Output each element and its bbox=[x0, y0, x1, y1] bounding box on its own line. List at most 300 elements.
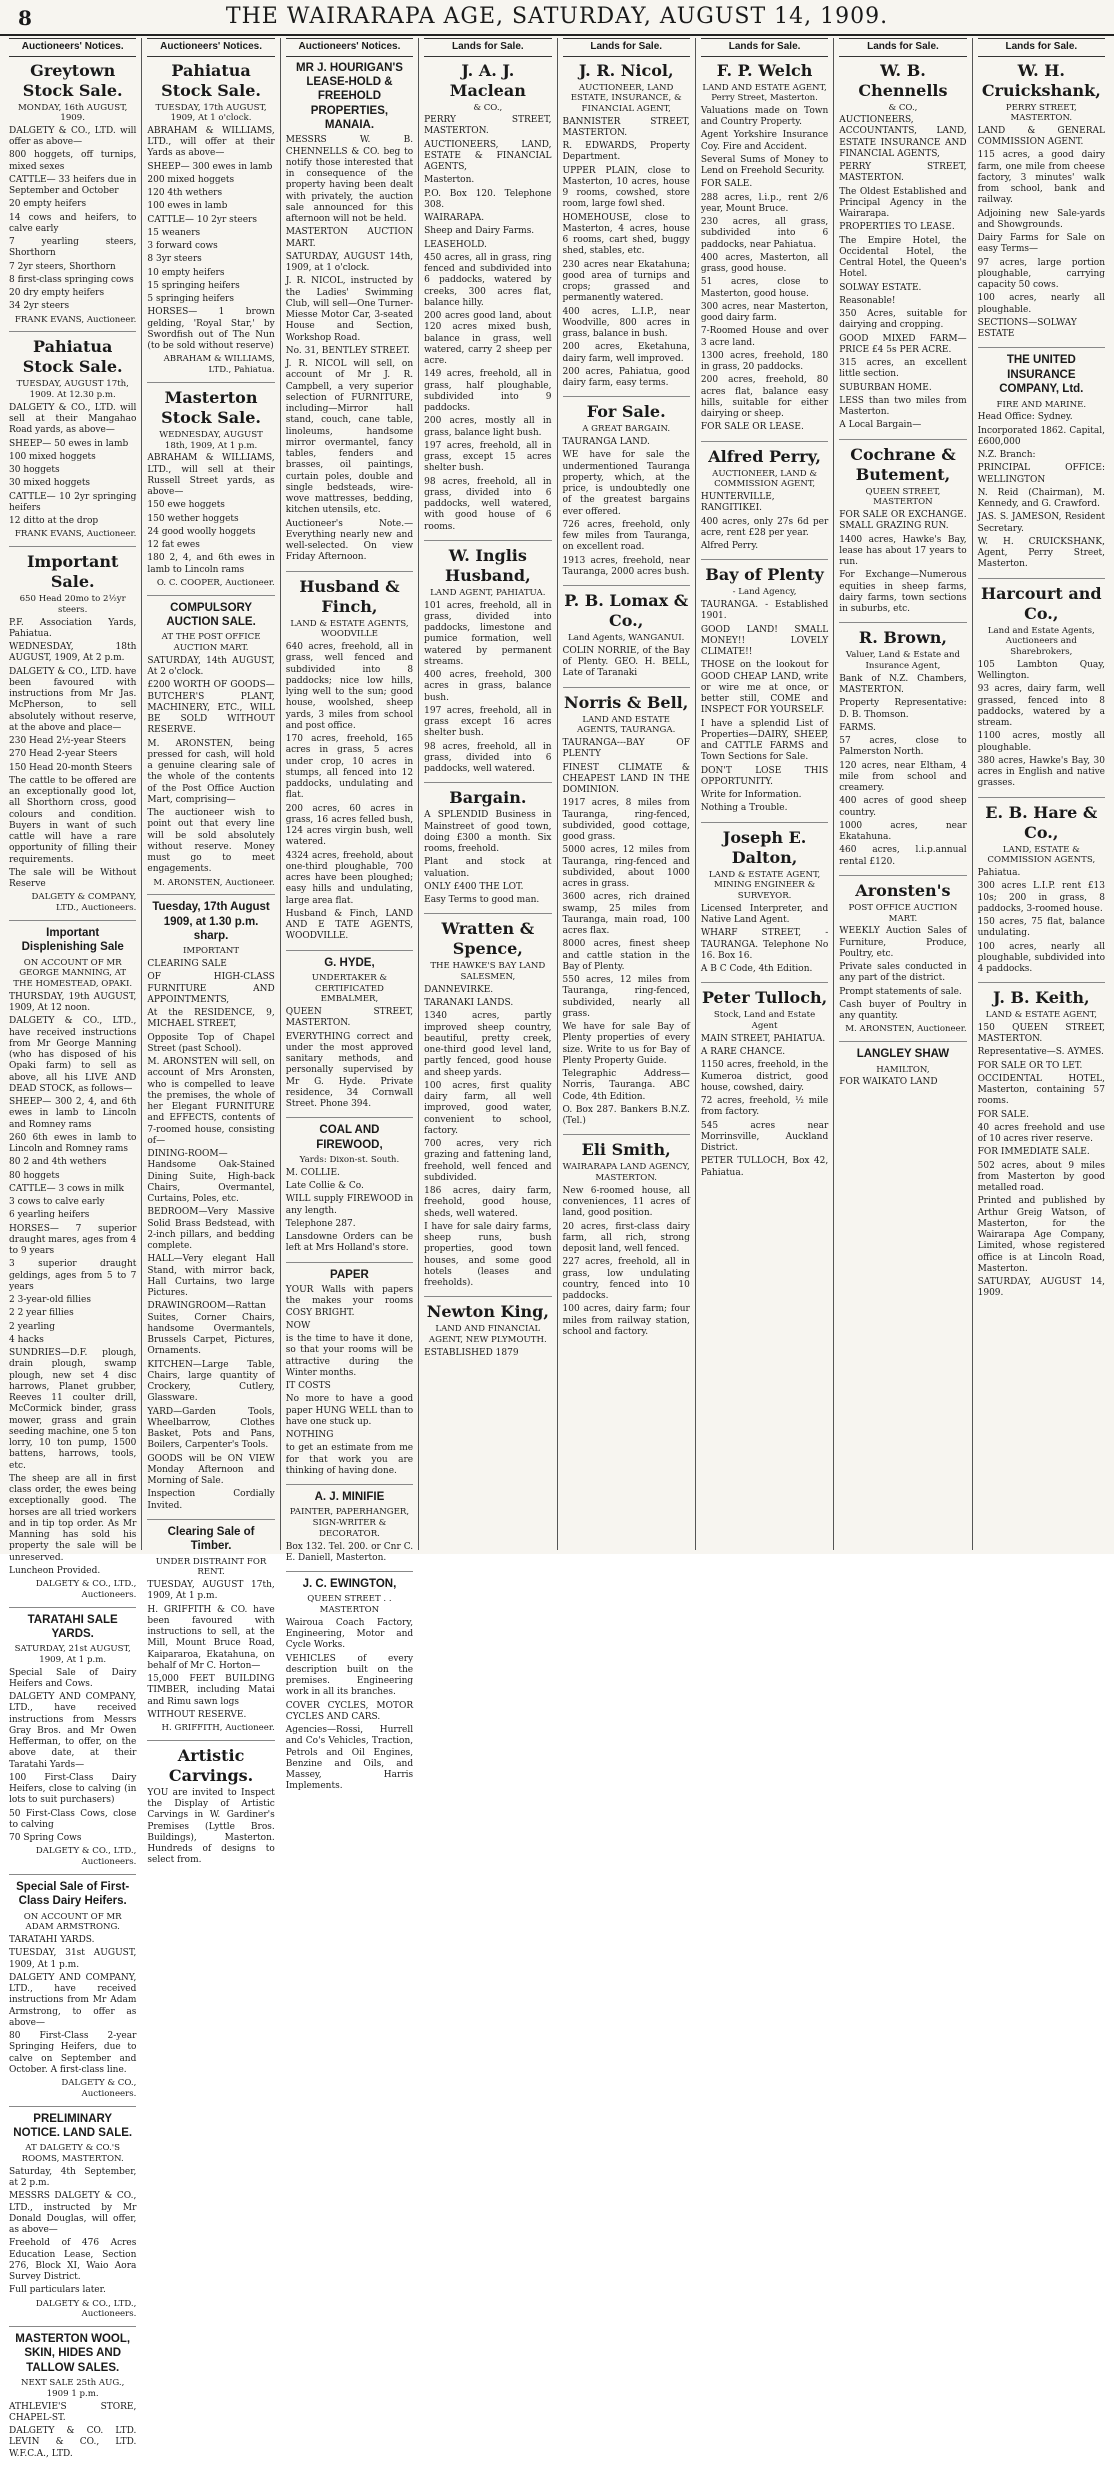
ad-text: 20 acres, first-class dairy farm, all rich, strong deposit land, well fenced. bbox=[562, 1221, 690, 1255]
advertisement bbox=[9, 926, 136, 1608]
ad-title: MR J. HOURIGAN'S LEASE-HOLD & FREEHOLD PROPERTIES, MANAIA. bbox=[295, 61, 403, 131]
ad-text: 24 good woolly hoggets bbox=[147, 526, 256, 537]
ad-text: HORSES— 7 superior draught mares, ages from 4 to 9 years bbox=[9, 1223, 137, 1257]
column-7 bbox=[834, 38, 972, 1550]
ad-signature: DALGETY & CO., LTD., Auctioneers. bbox=[35, 2298, 137, 2320]
ad-text: M. ARONSTEN, being pressed for cash, will hold a genuine clearing sale of the whole of the contents of the Post Office Auction Mart, comprising— bbox=[147, 738, 275, 805]
ad-text: 50 First-Class Cows, close to calving bbox=[9, 1808, 137, 1830]
ad-subtitle: AT DALGETY & CO.'S ROOMS, MASTERTON. bbox=[21, 2143, 124, 2165]
ad-text: 400 acres, Masterton, all grass, good house. bbox=[700, 252, 829, 275]
ad-subtitle: A GREAT BARGAIN. bbox=[582, 424, 671, 435]
ad-text: GOODS will be ON VIEW Monday Afternoon and Morning of Sale. bbox=[147, 1453, 275, 1487]
advertisement bbox=[286, 1490, 413, 1572]
ad-text: 700 acres, very rich grazing and fattening land, freehold, well fenced and subdivided. bbox=[424, 1139, 552, 1183]
ad-text: 460 acres, l.i.p.annual rental £120. bbox=[839, 845, 967, 867]
ad-text: 300 acres L.I.P. rent £13 10s; 200 in grass, 8 paddocks, 3-roomed house. bbox=[977, 881, 1105, 914]
ad-text: SATURDAY, AUGUST 14, 1909. bbox=[977, 1277, 1105, 1299]
ad-text: 10 empty heifers bbox=[147, 267, 225, 278]
advertisement bbox=[9, 552, 136, 921]
ad-text: 100 ewes in lamb bbox=[147, 201, 228, 212]
ad-text: 1100 acres, mostly all ploughable. bbox=[977, 731, 1105, 753]
ad-text: DANNEVIRKE. bbox=[424, 984, 494, 995]
ad-text: MASTERTON AUCTION MART. bbox=[285, 227, 414, 249]
ad-text: 100 First-Class Dairy Heifers, close to calving (in lots to suit purchasers) bbox=[9, 1772, 137, 1806]
ad-text: 20 empty heifers bbox=[9, 199, 87, 210]
ad-subtitle: THE HAWKE'S BAY LAND SALESMEN, bbox=[430, 961, 546, 983]
ad-subtitle: LAND AGENT, PAHIATUA. bbox=[430, 587, 546, 598]
columns-container bbox=[4, 38, 1110, 2459]
ad-text: NOW bbox=[285, 1320, 311, 1331]
ad-subtitle: LAND AND FINANCIAL AGENT, NEW PLYMOUTH. bbox=[428, 1324, 547, 1346]
ad-text: Sheep and Dairy Farms. bbox=[424, 226, 535, 237]
ad-text: Husband & Finch, LAND AND E TATE AGENTS, WOODVILLE. bbox=[285, 908, 414, 942]
ad-text: Pahiatua. bbox=[977, 868, 1021, 878]
ad-text: LESS than two miles from Masterton. bbox=[839, 395, 967, 418]
ad-text: 640 acres, freehold, all in grass, well fenced and subdivided into 8 paddocks; nice low hills, lying well to the sun; good house, woolshed, sheep yards, 3 miles from school and post office. bbox=[285, 642, 414, 731]
column-header: Auctioneers' Notices. bbox=[286, 38, 413, 57]
ad-subtitle: Valuer, Land & Estate and Insurance Agent, bbox=[845, 650, 961, 672]
ad-subtitle: QUEEN STREET, MASTERTON bbox=[865, 486, 941, 508]
advertisement bbox=[839, 628, 966, 875]
ad-text: TAURANGA---BAY OF PLENTY bbox=[562, 738, 690, 760]
ad-text: At the RESIDENCE, 9, MICHAEL STREET, bbox=[147, 1008, 275, 1030]
ad-text: BANNISTER STREET, MASTERTON. bbox=[562, 116, 690, 138]
ad-title: E. B. Hare & Co., bbox=[985, 802, 1098, 842]
advertisement bbox=[286, 1577, 413, 1800]
ad-text: The sheep are all in first class order, the ewes being exceptionally good. The horses are all tried workers and in tip top order. As Mr Manning has sold his property the sale will be unreserved. bbox=[9, 1473, 137, 1563]
ad-text: 3 cows to calve early bbox=[9, 1197, 105, 1208]
ad-text: BEDROOM—Very Massive Solid Brass Bedstead, with 2-inch pillars, and bedding complete. bbox=[147, 1207, 275, 1252]
ad-text: Full particulars later. bbox=[9, 2285, 106, 2296]
ad-text: We have for sale Bay of Plenty properties of every size. Write to us for Bay of Plenty Property Guide. bbox=[562, 1022, 690, 1066]
advertisement bbox=[9, 337, 136, 547]
ad-text: The cattle to be offered are an exceptionally good lot, all Shorthorn cross, good colours and condition. Buyers in want of such cattle will have a rare opportunity of filling their requirements. bbox=[9, 775, 137, 865]
ad-text: 105 Lambton Quay, Wellington. bbox=[977, 659, 1105, 682]
ad-text: FOR SALE OR EXCHANGE. SMALL GRAZING RUN. bbox=[839, 510, 967, 532]
ad-text: TAURANGA. - Established 1901. bbox=[700, 600, 829, 622]
advertisement bbox=[701, 61, 828, 442]
ad-text: COLIN NORRIE, of the Bay of Plenty. GEO. H. BELL, Late of Taranaki bbox=[562, 645, 690, 679]
ad-text: 30 mixed hoggets bbox=[9, 478, 91, 489]
ad-subtitle: QUEEN STREET . . MASTERTON bbox=[307, 1594, 392, 1616]
ad-title: LANGLEY SHAW bbox=[856, 1048, 950, 1061]
ad-text: ONLY £400 THE LOT. bbox=[424, 881, 524, 892]
ad-title: A. J. MINIFIE bbox=[314, 1491, 385, 1504]
ad-title: Husband & Finch, bbox=[299, 576, 400, 616]
ad-text: 1917 acres, 8 miles from Tauranga, ring-fenced, subdivided, good cottage, good grass. bbox=[562, 798, 690, 843]
ad-text: TARATAHI YARDS. bbox=[9, 1935, 95, 1946]
advertisement bbox=[563, 693, 690, 1136]
ad-text: MESSRS W. B. CHENNELLS & CO. beg to notify those interested that in consequence of the property having been dealt with privately, the auction sale announced for this afternoon will not be held. bbox=[285, 135, 414, 225]
ad-title: Special Sale of First-Class Dairy Heifers. bbox=[16, 1880, 130, 1908]
ad-text: 14 cows and heifers, to calve early bbox=[9, 212, 137, 234]
ad-title: J. R. Nicol, bbox=[578, 60, 674, 80]
ad-title: Aronsten's bbox=[855, 880, 951, 900]
ad-subtitle: & CO., bbox=[473, 102, 503, 113]
ad-text: 1000 acres, near Ekatahuna. bbox=[839, 820, 967, 843]
ad-text: Several Sums of Money to Lend on Freehold Security. bbox=[700, 154, 829, 177]
ad-text: 545 acres near Morrinsville, Auckland District. bbox=[700, 1120, 829, 1154]
ad-text: New 6-roomed house, all conveniences, 11 acres of land, good position. bbox=[562, 1185, 690, 1219]
advertisement bbox=[9, 2112, 136, 2327]
column-header: Lands for Sale. bbox=[978, 38, 1105, 57]
ad-text: DRAWINGROOM—Rattan Suites, Corner Chairs, handsome Overmantels, Brussels Carpet, Pictures, Ornaments. bbox=[147, 1301, 275, 1357]
ad-text: 380 acres, Hawke's Bay, 30 acres in English and native grasses. bbox=[977, 755, 1105, 789]
ad-title: Pahiatua Stock Sale. bbox=[161, 60, 261, 100]
advertisement bbox=[563, 591, 690, 687]
ad-text: 170 acres, freehold, 165 acres in grass, 5 acres under crop, 10 acres in stumps, all fenced into 12 paddocks, undulating and flat. bbox=[285, 734, 414, 801]
ad-text: H. GRIFFITH & CO. have been favoured with instructions to sell, at the Mill, Mount Bruce Road, Kaipararoa, Ekatahuna, on behalf of Mr C. Horton— bbox=[147, 1604, 275, 1671]
ad-text: ABRAHAM & WILLIAMS, LTD., will sell at their Russell Street yards, as above— bbox=[147, 453, 275, 498]
ad-subtitle: WAIRARAPA LAND AGENCY, MASTERTON. bbox=[562, 1162, 690, 1184]
ad-title: Masterton Stock Sale. bbox=[161, 387, 261, 427]
advertisement bbox=[563, 1140, 690, 1345]
advertisement bbox=[424, 546, 551, 783]
ad-title: W. Inglis Husband, bbox=[444, 545, 531, 585]
ad-text: P.F. Association Yards, Pahiatua. bbox=[9, 617, 137, 639]
ad-subtitle: IMPORTANT bbox=[183, 946, 240, 957]
advertisement bbox=[978, 584, 1105, 798]
ad-subtitle: LAND & ESTATE AGENT, MINING ENGINEER & SURVEYOR. bbox=[708, 869, 821, 902]
column-6 bbox=[696, 38, 834, 1550]
ad-text: 300 acres, near Masterton, good dairy farm. bbox=[700, 301, 829, 324]
ad-text: DALGETY & CO., LTD. will sell at their Mangahao Road yards, as above— bbox=[9, 402, 137, 436]
advertisement bbox=[147, 388, 274, 596]
ad-title: PRELIMINARY NOTICE. LAND SALE. bbox=[13, 2112, 133, 2140]
ad-subtitle: ON ACCOUNT OF MR GEORGE MANNING, AT THE HOMESTEAD, OPAKI. bbox=[13, 957, 133, 990]
ad-text: 550 acres, 12 miles from Tauranga, ring-fenced, subdivided, nearly all grass. bbox=[562, 975, 690, 1019]
ad-text: Special Sale of Dairy Heifers and Cows. bbox=[9, 1667, 137, 1689]
ad-text: NOTHING bbox=[285, 1430, 334, 1441]
ad-text: 800 hoggets, off turnips, mixed sexes bbox=[9, 150, 137, 172]
ad-signature: DALGETY & CO., LTD., Auctioneers. bbox=[35, 1579, 137, 1600]
ad-text: FOR WAIKATO LAND bbox=[839, 1077, 938, 1088]
ad-text: 186 acres, dairy farm, freehold, good house, sheds, well watered. bbox=[424, 1186, 552, 1219]
column-5 bbox=[558, 38, 696, 1550]
ad-text: 150 wether hoggets bbox=[147, 513, 239, 524]
advertisement bbox=[563, 402, 690, 586]
ad-text: 15,000 FEET BUILDING TIMBER, including Matai and Rimu sawn logs bbox=[147, 1674, 275, 1707]
ad-subtitle: SATURDAY, 21st AUGUST, 1909, At 1 p.m. bbox=[14, 1644, 131, 1665]
ad-text: HALL—Very elegant Hall Stand, with mirror back, Hall Curtains, two large Pictures. bbox=[147, 1254, 275, 1299]
ad-text: 200 acres, 60 acres in grass, 16 acres felled bush, 124 acres virgin bush, well watered. bbox=[285, 803, 414, 848]
ad-text: Reasonable! bbox=[839, 295, 896, 306]
ad-subtitle: PAINTER, PAPERHANGER, SIGN-WRITER & DECORATOR. bbox=[289, 1507, 410, 1539]
advertisement bbox=[286, 1123, 413, 1262]
ad-text: WEEKLY Auction Sales of Furniture, Produce, Poultry, etc. bbox=[839, 926, 967, 959]
ad-text: LEASEHOLD. bbox=[424, 239, 487, 250]
ad-signature: O. C. COOPER, Auctioneer. bbox=[156, 577, 275, 588]
ad-text: 260 6th ewes in lamb to Lincoln and Romney rams bbox=[9, 1132, 137, 1155]
ad-text: ATHLEVIE'S STORE, CHAPEL-ST. bbox=[9, 2401, 137, 2423]
ad-title: Tuesday, 17th August 1909, at 1.30 p.m. sharp. bbox=[152, 901, 270, 943]
ad-signature: M. ARONSTEN, Auctioneer. bbox=[845, 1024, 967, 1035]
ad-title: For Sale. bbox=[586, 402, 666, 422]
ad-text: GOOD LAND! SMALL MONEY!! LOVELY CLIMATE!! bbox=[700, 624, 829, 658]
ad-signature: DALGETY & CO., LTD., Auctioneers. bbox=[35, 1846, 137, 1868]
ad-title: F. P. Welch bbox=[716, 60, 813, 80]
ad-text: 726 acres, freehold, only few miles from Tauranga, on excellent road. bbox=[562, 519, 690, 553]
ad-title: G. HYDE, bbox=[324, 956, 375, 969]
ad-text: 502 acres, about 9 miles from Masterton by good metalled road. bbox=[977, 1160, 1105, 1194]
ad-text: DALGETY & CO. LTD. LEVIN & CO., LTD. W.F.C.A., LTD. bbox=[9, 2426, 137, 2459]
ad-text: Agent Yorkshire Insurance Coy. Fire and Accident. bbox=[700, 130, 829, 152]
ad-text: 230 Head 2½-year Steers bbox=[9, 736, 126, 747]
ad-title: Artistic Carvings. bbox=[168, 1745, 254, 1785]
masthead bbox=[0, 0, 1114, 36]
ad-text: Masterton. bbox=[424, 175, 475, 186]
ad-text: UPPER PLAIN, close to Masterton, 10 acres, house 9 rooms, cowshed, store room, large fowl shed. bbox=[562, 165, 690, 210]
ad-text: 100 acres, nearly all ploughable, subdivided into 4 paddocks. bbox=[977, 941, 1105, 974]
ad-text: 8000 acres, finest sheep and cattle station in the Bay of Plenty. bbox=[562, 939, 690, 972]
ad-text: 1400 acres, Hawke's Bay, lease has about 17 years to run. bbox=[839, 534, 967, 568]
ad-signature: FRANK EVANS, Auctioneer. bbox=[14, 314, 137, 325]
ad-subtitle: AUCTIONEER, LAND ESTATE, INSURANCE, & FINANCIAL AGENT, bbox=[570, 82, 682, 114]
ad-text: 149 acres, freehold, all in grass, half ploughable, subdivided into 9 paddocks. bbox=[424, 369, 552, 414]
ad-text: 7-Roomed House and over 3 acre land. bbox=[700, 326, 829, 348]
ad-text: 40 acres freehold and use of 10 acres river reserve. bbox=[977, 1122, 1105, 1145]
column-header: Lands for Sale. bbox=[839, 38, 966, 57]
ad-text: DALGETY AND COMPANY, LTD., have received instructions from Messrs Gray Bros. and Mr Owen Hefferman, to offer, on the above date, at their Taratahi Yards— bbox=[9, 1692, 137, 1770]
ad-text: SUBURBAN HOME. bbox=[839, 382, 932, 393]
ad-text: LAND & GENERAL COMMISSION AGENT. bbox=[977, 125, 1105, 148]
ad-text: is the time to have it done, so that your rooms will be attractive during the Winter months. bbox=[285, 1334, 414, 1378]
ad-text: CATTLE— 33 heifers due in September and October bbox=[9, 174, 137, 197]
ad-text: 1913 acres, freehold, near Tauranga, 2000 acres bush. bbox=[562, 555, 690, 577]
column-4 bbox=[419, 38, 557, 1550]
ad-text: GOOD MIXED FARM—PRICE £4 5s PER ACRE. bbox=[839, 333, 967, 355]
advertisement bbox=[147, 1746, 274, 1874]
ad-text: to get an estimate from me for that work you are thinking of having done. bbox=[285, 1443, 414, 1476]
ad-text: £200 WORTH OF GOODS—BUTCHER'S PLANT, MACHINERY, ETC., WILL BE SOLD WITHOUT RESERVE. bbox=[147, 680, 275, 736]
ad-text: N.Z. Branch: bbox=[977, 450, 1036, 461]
ad-text: WITHOUT RESERVE. bbox=[147, 1709, 247, 1720]
ad-text: 97 acres, large portion ploughable, carrying capacity 50 cows. bbox=[977, 257, 1105, 291]
ad-title: Newton King, bbox=[426, 1302, 549, 1322]
ad-text: QUEEN STREET, MASTERTON. bbox=[285, 1007, 414, 1029]
ad-title: Bargain. bbox=[449, 788, 527, 808]
ad-subtitle: MONDAY, 16th AUGUST, 1909. bbox=[17, 102, 128, 124]
advertisement bbox=[978, 61, 1105, 349]
ad-title: W. H. Cruickshank, bbox=[981, 60, 1101, 100]
ad-text: 200 acres, mostly all in grass, balance light bush. bbox=[424, 416, 552, 438]
advertisement bbox=[286, 956, 413, 1119]
ad-text: COVER CYCLES, MOTOR CYCLES AND CARS. bbox=[285, 1700, 414, 1722]
ad-text: 5 springing heifers bbox=[147, 294, 234, 305]
ad-text: 98 acres, freehold, all in grass, divided into 6 paddocks, well watered, with good house of 6 rooms. bbox=[424, 476, 552, 532]
ad-text: M. COLLIE. bbox=[285, 1167, 340, 1178]
ad-title: MASTERTON WOOL, SKIN, HIDES AND TALLOW SALES. bbox=[15, 2333, 131, 2374]
ad-subtitle: LAND & ESTATE AGENT, bbox=[985, 1010, 1098, 1021]
page-number: 8 bbox=[18, 6, 32, 30]
ad-title: J. A. J. Maclean bbox=[449, 60, 526, 100]
column-header: Lands for Sale. bbox=[563, 38, 690, 57]
ad-signature: H. GRIFFITH, Auctioneer. bbox=[161, 1723, 275, 1734]
ad-text: FOR SALE OR TO LET. bbox=[977, 1060, 1083, 1071]
column-1 bbox=[4, 38, 142, 2459]
ad-subtitle: LAND & ESTATE AGENTS, WOODVILLE bbox=[290, 618, 409, 640]
ad-title: Pahiatua Stock Sale. bbox=[22, 337, 123, 377]
advertisement bbox=[424, 919, 551, 1297]
ad-text: TARANAKI LANDS. bbox=[424, 998, 514, 1009]
ad-text: PERRY STREET, MASTERTON. bbox=[839, 162, 967, 184]
ad-text: 227 acres, freehold, all in grass, low undulating country, fenced into 10 paddocks. bbox=[562, 1257, 690, 1302]
ad-text: 2 3-year-old fillies bbox=[9, 1295, 91, 1306]
ad-text: CATTLE— 10 2yr steers bbox=[147, 214, 257, 225]
ad-text: 120 acres, near Eltham, 4 mile from school and creamery. bbox=[839, 760, 967, 794]
advertisement bbox=[424, 61, 551, 541]
ad-text: OCCIDENTAL HOTEL, Masterton, containing 57 rooms. bbox=[977, 1073, 1105, 1107]
ad-text: W. H. CRUICKSHANK, Agent, Perry Street, Masterton. bbox=[977, 536, 1105, 570]
ad-title: COMPULSORY AUCTION SALE. bbox=[166, 601, 256, 629]
ad-text: 230 acres near Ekatahuna; good area of turnips and crops; grassed and permanently watered. bbox=[562, 259, 690, 304]
ad-subtitle: PERRY STREET, MASTERTON. bbox=[1005, 102, 1077, 124]
ad-title: Joseph E. Dalton, bbox=[722, 827, 807, 867]
ad-subtitle: AT THE POST OFFICE AUCTION MART. bbox=[161, 632, 261, 654]
ad-text: HOMEHOUSE, close to Masterton, 4 acres, house 6 rooms, cart shed, buggy shed, stables, etc. bbox=[562, 212, 690, 257]
ad-title: Eli Smith, bbox=[581, 1140, 671, 1160]
advertisement bbox=[286, 61, 413, 572]
ad-text: VEHICLES of every description built on the premises. Engineering work in all its branches. bbox=[285, 1653, 414, 1698]
ad-text: No more to have a good paper HUNG WELL than to have one stuck up. bbox=[285, 1394, 414, 1427]
advertisement bbox=[839, 1047, 966, 1095]
ad-title: THE UNITED INSURANCE COMPANY, Ltd. bbox=[999, 354, 1084, 396]
ad-text: 200 acres good land, about 120 acres mixed bush, balance in grass, well watered, carry 2 sheep per acre. bbox=[424, 311, 552, 367]
ad-text: PROPERTIES TO LEASE. bbox=[839, 222, 955, 233]
ad-text: FOR SALE. bbox=[700, 179, 753, 190]
ad-text: 100 acres, nearly all ploughable. bbox=[977, 293, 1105, 315]
ad-text: R. EDWARDS, Property Department. bbox=[562, 141, 690, 163]
ad-text: 100 acres, dairy farm; four miles from railway station, school and factory. bbox=[562, 1304, 690, 1337]
advertisement bbox=[701, 447, 828, 561]
advertisement bbox=[701, 565, 828, 822]
ad-text: TUESDAY, AUGUST 17th, 1909, At 1 p.m. bbox=[147, 1580, 275, 1602]
ad-text: 4324 acres, freehold, about one-third ploughable, 700 acres have been ploughed; easy hills and undulating, large area flat. bbox=[285, 850, 414, 906]
ad-subtitle: - Land Agency, bbox=[732, 587, 797, 598]
ad-text: 98 acres, freehold, all in grass, divided into 6 paddocks, well watered. bbox=[424, 741, 552, 775]
advertisement bbox=[701, 828, 828, 984]
ad-text: 230 acres, all grass, subdivided into 6 paddocks, near Pahiatua. bbox=[700, 217, 829, 250]
ad-text: AUCTIONEERS, ACCOUNTANTS, LAND, ESTATE INSURANCE AND FINANCIAL AGENTS, bbox=[839, 115, 967, 159]
ad-text: 93 acres, dairy farm, well grassed, fenced into 8 paddocks, watered by a stream. bbox=[977, 684, 1105, 729]
ad-text: N. Reid (Chairman), M. Kennedy, and G. Crawford. bbox=[977, 487, 1105, 510]
advertisement bbox=[9, 1880, 136, 2107]
ad-text: 270 Head 2-year Steers bbox=[9, 749, 118, 760]
ad-text: 115 acres, a good dairy farm, one mile from cheese factory, 3 minutes' walk from school, bank and railway. bbox=[977, 150, 1105, 206]
ad-text: IT COSTS bbox=[285, 1381, 331, 1392]
ad-subtitle: LAND AND ESTATE AGENT, Perry Street, Masterton. bbox=[702, 82, 827, 104]
ad-text: 30 hoggets bbox=[9, 465, 60, 476]
ad-text: A Local Bargain— bbox=[839, 420, 922, 431]
ad-signature: ABRAHAM & WILLIAMS, LTD., Pahiatua. bbox=[163, 354, 275, 376]
ad-text: 80 hoggets bbox=[9, 1170, 60, 1181]
ad-text: A RARE CHANCE. bbox=[700, 1047, 786, 1058]
ad-text: 12 ditto at the drop bbox=[9, 516, 99, 527]
ad-text: 20 dry empty heifers bbox=[9, 288, 105, 299]
ad-text: Licensed Interpreter, and Native Land Agent. bbox=[700, 903, 829, 926]
advertisement bbox=[147, 1525, 274, 1741]
ad-text: DALGETY & CO., LTD. will offer as above— bbox=[9, 125, 137, 148]
ad-text: CATTLE— 3 cows in milk bbox=[9, 1183, 124, 1194]
ad-text: Luncheon Provided. bbox=[9, 1565, 101, 1576]
ad-subtitle: HAMILTON, bbox=[876, 1064, 930, 1075]
advertisement bbox=[839, 445, 966, 624]
ad-title: Important Sale. bbox=[26, 552, 119, 592]
ad-text: Auctioneer's Note.—Everything nearly new and well-selected. On view Friday Afternoon. bbox=[285, 518, 414, 563]
ad-text: I have for sale dairy farms, sheep runs, bush properties, good town houses, and some good hotels (leases and freeholds). bbox=[424, 1221, 552, 1289]
ad-text: 400 acres, L.I.P., near Woodville, 800 acres in grass, balance in bush. bbox=[562, 306, 690, 340]
ad-text: SECTIONS—SOLWAY ESTATE bbox=[977, 317, 1077, 340]
ad-text: 450 acres, all in grass, ring fenced and subdivided into 6 paddocks, watered by creeks, 300 acres flat, balance hilly. bbox=[424, 252, 552, 308]
ad-text: Valuations made on Town and Country Property. bbox=[700, 105, 829, 128]
ad-text: Lansdowne Orders can be left at Mrs Holland's store. bbox=[285, 1232, 414, 1254]
ad-text: WILL supply FIREWOOD in any length. bbox=[285, 1194, 414, 1216]
ad-text: Box 132. Tel. 200. or Cnr C. E. Daniell, Masterton. bbox=[285, 1541, 414, 1563]
ad-text: YARD—Garden Tools, Wheelbarrow, Clothes Basket, Pots and Pans, Boilers, Carpenter's Tools. bbox=[147, 1406, 275, 1451]
ad-text: Opposite Top of Chapel Street (past School). bbox=[147, 1032, 275, 1054]
advertisement bbox=[147, 900, 274, 1520]
ad-text: HUNTERVILLE, RANGITIKEI. bbox=[700, 492, 775, 514]
ad-text: Easy Terms to good man. bbox=[424, 895, 540, 906]
ad-subtitle: WEDNESDAY, AUGUST 18th, 1909, At 1 p.m. bbox=[159, 429, 263, 451]
ad-text: Freehold of 476 Acres Education Lease, Section 276, Block XI, Waio Aora Survey District. bbox=[9, 2238, 137, 2283]
ad-text: SUNDRIES—D.F. plough, drain plough, swamp plough, new set 4 disc harrows, Planet grubber, Reeves 11 coulter drill, McCormick binder, grass mower, grass and grain seeding machine, one 5 ton lorry, 10 ton pump, 1500 battens, harrows, tools, etc. bbox=[9, 1348, 137, 1471]
ad-signature: M. ARONSTEN, Auctioneer. bbox=[153, 877, 275, 888]
ad-text: Wairoua Coach Factory, Engineering, Motor and Cycle Works. bbox=[285, 1617, 414, 1651]
column-2 bbox=[142, 38, 280, 1866]
ad-text: DALGETY & CO., LTD., have received instructions from Mr George Manning (who has disposed of his Opaki farm) to sell as above, all his LIVE AND DEAD STOCK, as follows— bbox=[9, 1016, 137, 1094]
ad-title: COAL AND FIREWOOD, bbox=[316, 1124, 383, 1151]
ad-subtitle: & CO., bbox=[888, 102, 918, 113]
ad-text: Late Collie & Co. bbox=[285, 1181, 364, 1192]
ad-text: ESTABLISHED 1879 bbox=[424, 1347, 519, 1358]
advertisement bbox=[147, 61, 274, 383]
ad-text: 1340 acres, partly improved sheep country, beautiful, pretty creek, one-third good level land, partly fenced, good house and sheep yards. bbox=[424, 1011, 552, 1078]
ad-title: W. B. Chennells bbox=[858, 60, 948, 100]
ad-text: Property Representative: D. B. Thomson. bbox=[839, 698, 967, 720]
ad-subtitle: TUESDAY, AUGUST 17th, 1909. At 12.30 p.m. bbox=[16, 379, 129, 401]
ad-title: PAPER bbox=[330, 1268, 369, 1281]
ad-text: Alfred Perry. bbox=[700, 541, 759, 552]
ad-text: DALGETY & CO., LTD. have been favoured with instructions from Mr Jas. McPherson, to sell absolutely without reserve, at the above and place— bbox=[9, 666, 137, 733]
ad-text: Saturday, 4th September, at 2 p.m. bbox=[9, 2166, 137, 2189]
ad-text: Head Office: Sydney. bbox=[977, 412, 1073, 423]
ad-text: YOU are invited to Inspect the Display of Artistic Carvings in W. Gardiner's Premises (Lyttle Bros. Buildings), Masterton. Hundreds of designs to select from. bbox=[147, 1787, 275, 1866]
ad-text: DINING-ROOM—Handsome Oak-Stained Dining Suite, High-back Chairs, Overmantel, Curtains, Poles, etc. bbox=[147, 1149, 275, 1205]
ad-text: 180 2, 4, and 6th ewes in lamb to Lincoln rams bbox=[147, 553, 275, 575]
ad-text: OF HIGH-CLASS FURNITURE AND APPOINTMENTS, bbox=[147, 972, 275, 1005]
ad-text: THURSDAY, 19th AUGUST, 1909, At 12 noon. bbox=[9, 991, 137, 1014]
ad-text: WE have for sale the undermentioned Tauranga property, which, at the price, is undoubtedly one of the greatest bargains ever offered. bbox=[562, 450, 690, 517]
ad-text: 1150 acres, freehold, in the Kumeroa district, good house, cowshed, dairy. bbox=[700, 1060, 829, 1093]
ad-text: J. R. NICOL will sell, on account of Mr J. R. Campbell, a very superior selection of FURNITURE, including—Mirror hall stand, couch, cane table, linoleums, handsome mirror overmantel, fancy tables, fenders and brasses, oil paintings, curtain poles, double and single bedsteads, wire-wove mattresses, bedding, kitchen utensils, etc. bbox=[285, 359, 414, 516]
ad-text: FOR IMMEDIATE SALE. bbox=[977, 1147, 1090, 1158]
ad-text: 200 acres, Pahiatua, good dairy farm, easy terms. bbox=[562, 366, 690, 389]
ad-text: CATTLE— 10 2yr springing heifers bbox=[9, 491, 137, 513]
ad-text: 3 superior draught geldings, ages from 5 to 7 years bbox=[9, 1259, 137, 1292]
ad-text: 2 2 year fillies bbox=[9, 1308, 74, 1319]
ad-text: The auctioneer wish to point out that every line will be sold absolutely without reserve. Money must go to meet engagements. bbox=[147, 808, 275, 875]
column-header: Lands for Sale. bbox=[701, 38, 828, 57]
column-header: Lands for Sale. bbox=[424, 38, 551, 57]
ad-text: 80 2 and 4th wethers bbox=[9, 1157, 107, 1168]
ad-subtitle: Stock, Land and Estate Agent bbox=[713, 1010, 816, 1032]
ad-text: 350 Acres, suitable for dairying and cropping. bbox=[839, 309, 967, 331]
ad-text: J. R. NICOL, instructed by the Ladies' Swimming Club, will sell—One Turner-Miesse Motor Car, 3-seated House and Section, Workshop Road. bbox=[285, 276, 414, 343]
ad-text: HORSES— 1 brown gelding, 'Royal Star,' by Swordfish out of The Nun (to be sold without reserve) bbox=[147, 307, 275, 352]
ad-text: 315 acres, an excellent little section. bbox=[839, 358, 967, 380]
ad-text: 80 First-Class 2-year Springing Heifers, due to calve on September and October. A first-class line. bbox=[9, 2031, 137, 2075]
